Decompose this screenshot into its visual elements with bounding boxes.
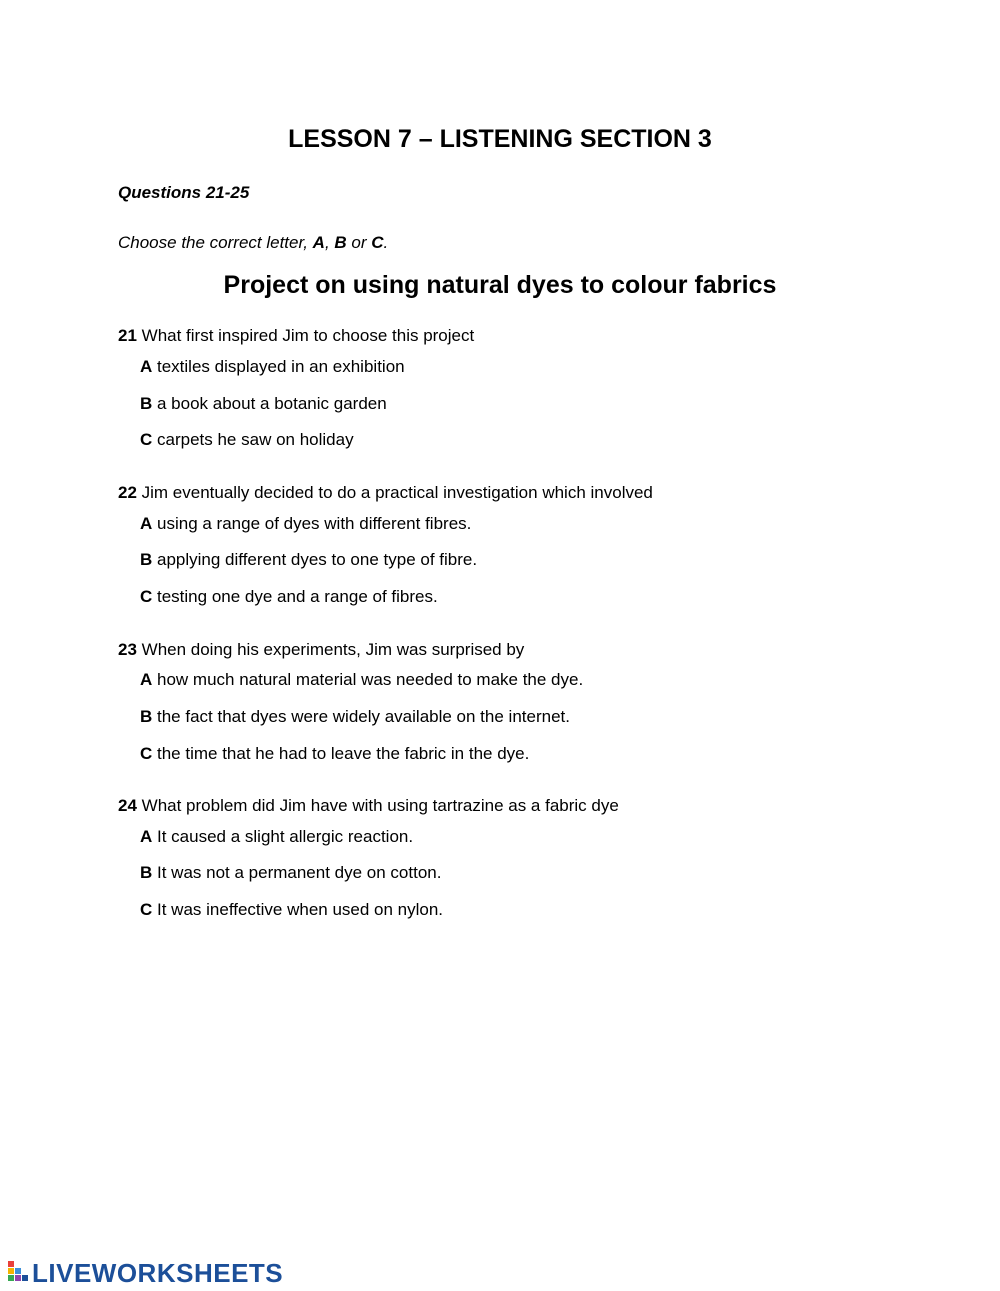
option-text: a book about a botanic garden	[152, 394, 387, 413]
option-text: It caused a slight allergic reaction.	[152, 827, 414, 846]
logo-blocks-icon	[8, 1260, 30, 1286]
option-letter: A	[140, 357, 153, 376]
instruction-letter-a: A	[312, 233, 325, 252]
question-text: What problem did Jim have with using tartrazine as a fabric dye	[136, 796, 619, 815]
question-number: 22	[118, 483, 137, 502]
option-b[interactable]	[140, 706, 570, 728]
option-c[interactable]	[140, 743, 529, 765]
option-letter: C	[140, 430, 153, 449]
logo-text: LIVEWORKSHEETS	[32, 1257, 284, 1288]
question-number: 23	[118, 640, 137, 659]
option-letter: A	[140, 670, 153, 689]
option-text: testing one dye and a range of fibres.	[152, 587, 438, 606]
option-c[interactable]	[140, 586, 438, 608]
option-text: It was ineffective when used on nylon.	[152, 900, 444, 919]
option-letter: B	[140, 394, 153, 413]
instruction-letter-b: B	[334, 233, 347, 252]
option-letter: B	[140, 863, 153, 882]
instruction	[118, 232, 388, 254]
option-letter: B	[140, 550, 153, 569]
question-stem	[118, 325, 474, 347]
instruction-end: .	[383, 233, 389, 252]
option-letter: A	[140, 514, 153, 533]
question-text: When doing his experiments, Jim was surprised by	[136, 640, 525, 659]
option-letter: C	[140, 744, 153, 763]
option-b[interactable]	[140, 862, 441, 884]
option-text: It was not a permanent dye on cotton.	[152, 863, 442, 882]
option-text: textiles displayed in an exhibition	[152, 357, 405, 376]
option-b[interactable]	[140, 549, 477, 571]
question-number: 24	[118, 796, 137, 815]
instruction-prefix: Choose the correct letter,	[118, 233, 313, 252]
question-stem	[118, 639, 524, 661]
question-text: Jim eventually decided to do a practical investigation which involved	[136, 483, 653, 502]
page-title: LESSON 7 – LISTENING SECTION 3	[288, 125, 712, 153]
option-text: how much natural material was needed to make the dye.	[152, 670, 584, 689]
section-subtitle: Project on using natural dyes to colour fabrics	[223, 271, 777, 299]
option-a[interactable]	[140, 513, 471, 535]
option-a[interactable]	[140, 826, 413, 848]
option-letter: C	[140, 900, 153, 919]
option-text: applying different dyes to one type of fibre.	[152, 550, 478, 569]
option-text: using a range of dyes with different fibres.	[152, 514, 472, 533]
instruction-or: or	[346, 233, 372, 252]
option-letter: B	[140, 707, 153, 726]
question-number: 21	[118, 326, 137, 345]
option-letter: A	[140, 827, 153, 846]
option-text: the fact that dyes were widely available on the internet.	[152, 707, 570, 726]
instruction-comma: ,	[324, 233, 335, 252]
liveworksheets-logo[interactable]	[8, 1258, 283, 1288]
option-c[interactable]	[140, 429, 354, 451]
question-text: What first inspired Jim to choose this project	[136, 326, 475, 345]
question-stem	[118, 482, 653, 504]
option-b[interactable]	[140, 393, 387, 415]
option-text: the time that he had to leave the fabric in the dye.	[152, 744, 530, 763]
option-a[interactable]	[140, 669, 583, 691]
question-range: Questions 21-25	[118, 183, 250, 202]
option-c[interactable]	[140, 899, 443, 921]
question-stem	[118, 795, 619, 817]
instruction-letter-c: C	[371, 233, 384, 252]
option-text: carpets he saw on holiday	[152, 430, 354, 449]
option-a[interactable]	[140, 356, 405, 378]
option-letter: C	[140, 587, 153, 606]
